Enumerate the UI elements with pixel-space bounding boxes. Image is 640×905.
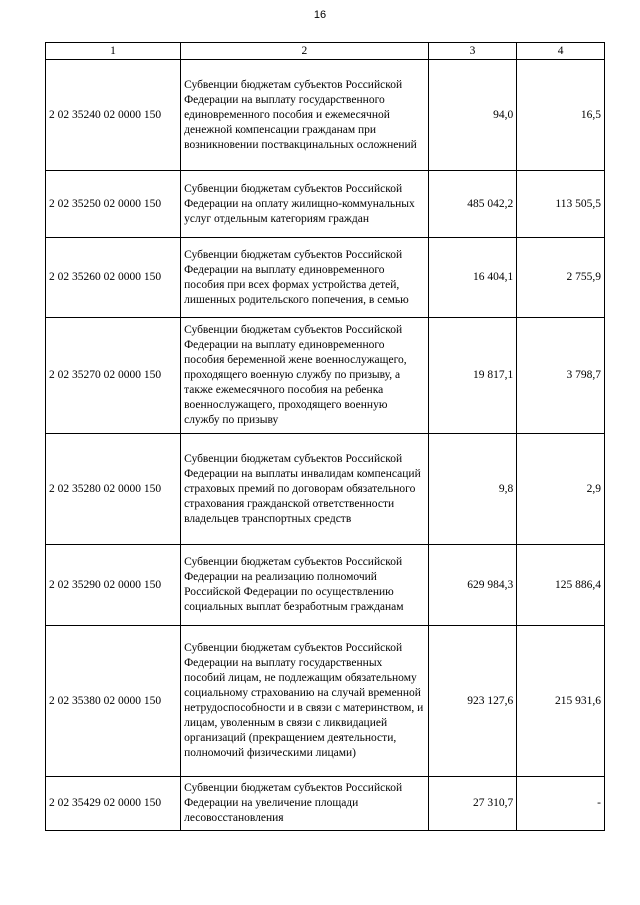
table-row bbox=[46, 60, 605, 171]
description-cell: Субвенции бюджетам субъектов Российской Федерации на оплату жилищно-коммунальных услуг отдельным категориям граждан bbox=[181, 171, 429, 238]
description-cell: Субвенции бюджетам субъектов Российской Федерации на реализацию полномочий Российской Федерации по осуществлению социальных выплат безработным гражданам bbox=[181, 545, 429, 626]
column-header-2: 2 bbox=[181, 43, 429, 60]
value-col3-cell: 27 310,7 bbox=[428, 777, 517, 831]
value-col4-cell: 2,9 bbox=[517, 434, 605, 545]
budget-table bbox=[45, 42, 605, 831]
table-header-row bbox=[46, 43, 605, 60]
value-col3-cell: 485 042,2 bbox=[428, 171, 517, 238]
description-cell: Субвенции бюджетам субъектов Российской Федерации на выплату единовременного пособия беременной жене военнослужащего, проходящего военную службу по призыву, а также ежемесячного пособия на ребенка военнослужащего, проходящего военную службу по призыву bbox=[181, 318, 429, 434]
value-col3-cell: 19 817,1 bbox=[428, 318, 517, 434]
value-col3-cell: 629 984,3 bbox=[428, 545, 517, 626]
budget-code-cell: 2 02 35280 02 0000 150 bbox=[46, 434, 181, 545]
budget-code-cell: 2 02 35380 02 0000 150 bbox=[46, 626, 181, 777]
table-row bbox=[46, 171, 605, 238]
page-number: 16 bbox=[313, 9, 327, 21]
description-cell: Субвенции бюджетам субъектов Российской Федерации на выплату государственного единовременного пособия и ежемесячной денежной компенсации гражданам при возникновении поствакцинальных осложнений bbox=[181, 60, 429, 171]
description-cell: Субвенции бюджетам субъектов Российской Федерации на выплату единовременного пособия при всех формах устройства детей, лишенных родительского попечения, в семью bbox=[181, 238, 429, 318]
value-col4-cell: 125 886,4 bbox=[517, 545, 605, 626]
value-col3-cell: 16 404,1 bbox=[428, 238, 517, 318]
budget-code-cell: 2 02 35429 02 0000 150 bbox=[46, 777, 181, 831]
budget-code-cell: 2 02 35260 02 0000 150 bbox=[46, 238, 181, 318]
table-row bbox=[46, 434, 605, 545]
value-col4-cell: 113 505,5 bbox=[517, 171, 605, 238]
table-row bbox=[46, 626, 605, 777]
value-col3-cell: 9,8 bbox=[428, 434, 517, 545]
value-col3-cell: 94,0 bbox=[428, 60, 517, 171]
value-col3-cell: 923 127,6 bbox=[428, 626, 517, 777]
value-col4-cell: 16,5 bbox=[517, 60, 605, 171]
budget-code-cell: 2 02 35240 02 0000 150 bbox=[46, 60, 181, 171]
value-col4-cell: 3 798,7 bbox=[517, 318, 605, 434]
table-row bbox=[46, 238, 605, 318]
table-row bbox=[46, 545, 605, 626]
budget-code-cell: 2 02 35250 02 0000 150 bbox=[46, 171, 181, 238]
column-header-4: 4 bbox=[517, 43, 605, 60]
description-cell: Субвенции бюджетам субъектов Российской Федерации на выплату государственных пособий лицам, не подлежащим обязательному социальному страхованию на случай временной нетрудоспособности и в связи с материнством, и лицам, уволенным в связи с ликвидацией организаций (прекращением деятельности, полномочий физическими лицами) bbox=[181, 626, 429, 777]
table-row bbox=[46, 318, 605, 434]
column-header-3: 3 bbox=[428, 43, 517, 60]
budget-code-cell: 2 02 35290 02 0000 150 bbox=[46, 545, 181, 626]
value-col4-cell: 2 755,9 bbox=[517, 238, 605, 318]
column-header-1: 1 bbox=[46, 43, 181, 60]
description-cell: Субвенции бюджетам субъектов Российской Федерации на выплаты инвалидам компенсаций страховых премий по договорам обязательного страхования гражданской ответственности владельцев транспортных средств bbox=[181, 434, 429, 545]
value-col4-cell: - bbox=[517, 777, 605, 831]
description-cell: Субвенции бюджетам субъектов Российской Федерации на увеличение площади лесовосстановления bbox=[181, 777, 429, 831]
budget-code-cell: 2 02 35270 02 0000 150 bbox=[46, 318, 181, 434]
value-col4-cell: 215 931,6 bbox=[517, 626, 605, 777]
table-row bbox=[46, 777, 605, 831]
